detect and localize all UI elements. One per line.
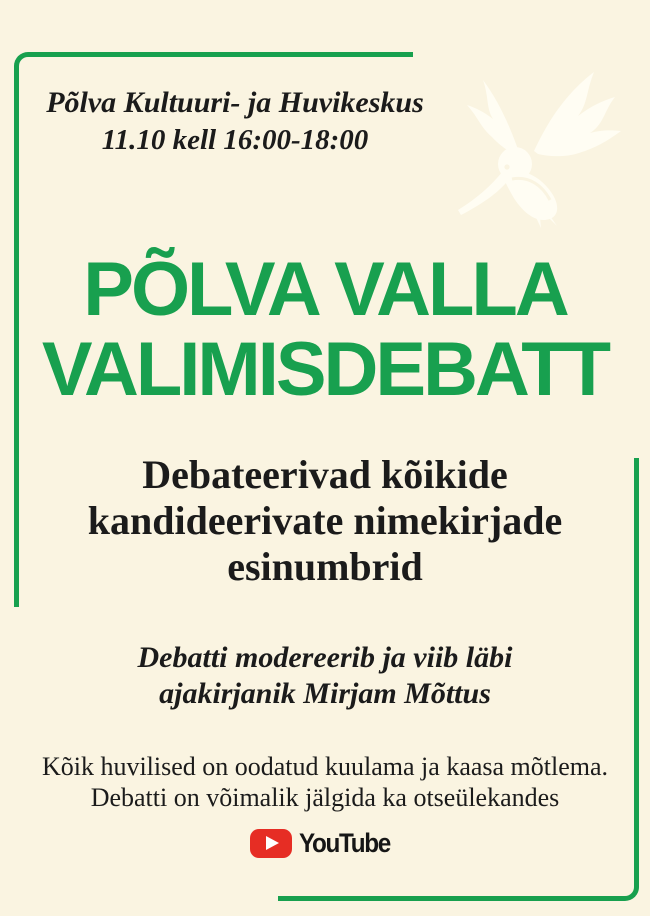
info-line1: Kõik huvilised on oodatud kuulama ja kaasa mõtlema. [41, 752, 609, 781]
event-title [0, 247, 650, 412]
audience-info [0, 751, 650, 813]
info-line2: Debatti on võimalik jälgida ka otseülekandes [90, 783, 560, 812]
play-triangle-icon [266, 836, 279, 850]
venue-name: Põlva Kultuuri- ja Huvikeskus [46, 86, 424, 119]
event-subtitle [0, 452, 650, 590]
event-header [10, 84, 460, 158]
event-datetime: 11.10 kell 16:00-18:00 [101, 124, 369, 156]
subtitle-line3: esinumbrid [227, 544, 423, 589]
youtube-logo [0, 827, 650, 859]
subtitle-line2: kandideerivate nimekirjade [87, 498, 563, 543]
hummingbird-icon [448, 66, 648, 228]
moderator-line2: ajakirjanik Mirjam Mõttus [159, 677, 491, 710]
youtube-play-icon [250, 829, 292, 858]
moderator-line1: Debatti modereerib ja viib läbi [137, 641, 513, 674]
youtube-wordmark: YouTube [299, 827, 390, 858]
event-title-line1: PÕLVA VALLA [83, 247, 567, 332]
moderator-note [0, 640, 650, 712]
subtitle-line1: Debateerivad kõikide [142, 452, 508, 497]
event-title-line2: VALIMISDEBATT [41, 327, 609, 412]
